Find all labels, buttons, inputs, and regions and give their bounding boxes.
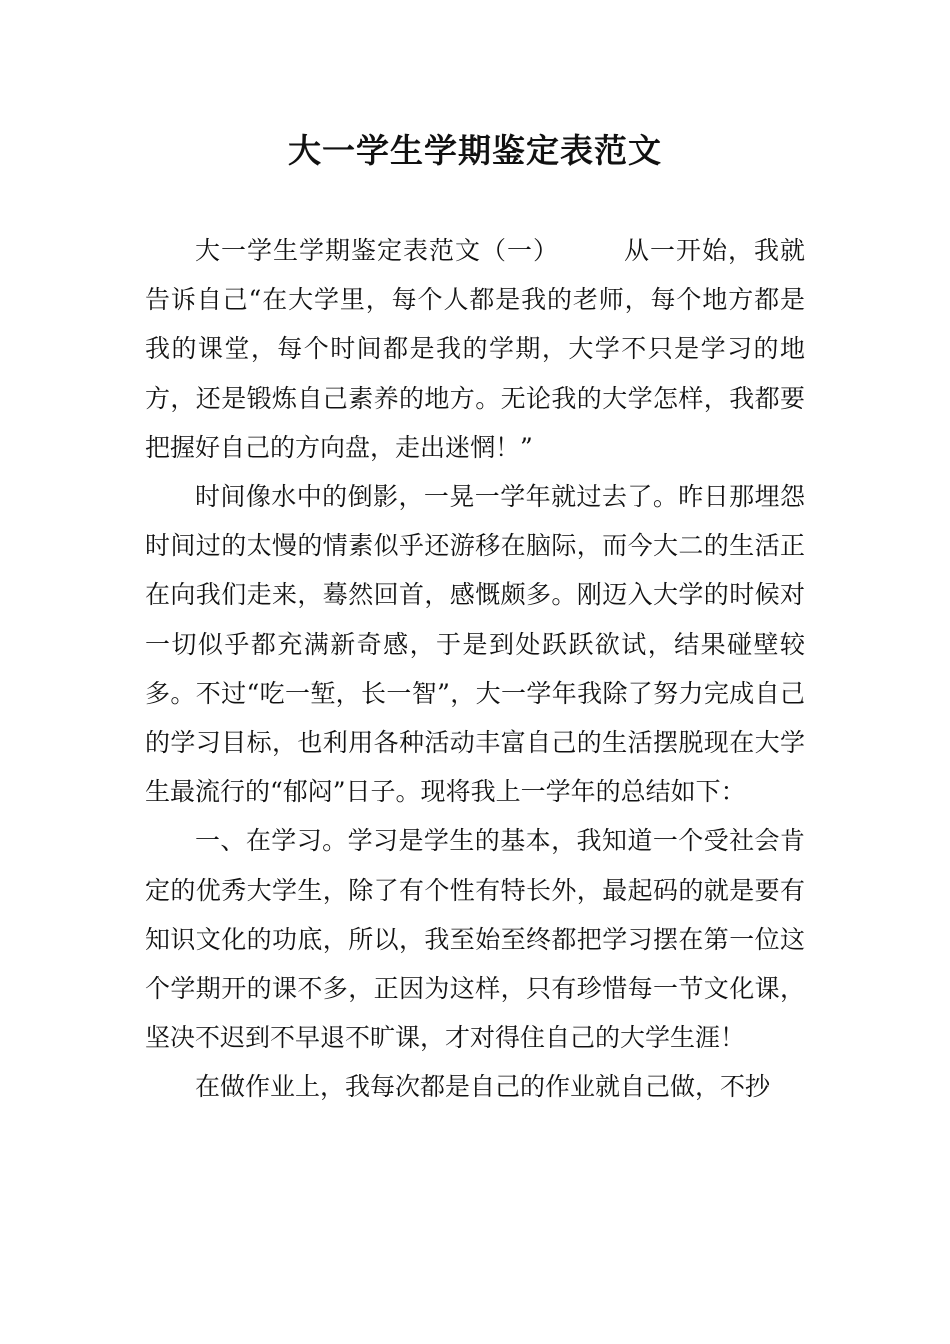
paragraph-3: 一、在学习。学习是学生的基本，我知道一个受社会肯定的优秀大学生，除了有个性有特长外，最起码的就是要有知识文化的功底，所以，我至始至终都把学习摆在第一位这个学期开的课不多，正因为这样，只有珍惜每一节文化课，坚决不迟到不早退不旷课，才对得住自己的大学生涯！ xyxy=(145,826,805,1053)
paragraph-4: 在做作业上，我每次都是自己的作业就自己做，不抄 xyxy=(195,1072,771,1102)
document-title: 大一学生学期鉴定表范文 xyxy=(288,131,662,170)
paragraph-1 xyxy=(145,226,805,472)
paragraph-1-text: 从一开始，我就告诉自己“在大学里，每个人都是我的老师，每个地方都是我的课堂，每个时间都是我的学期，大学不只是学习的地方，还是锻炼自己素养的地方。无论我的大学怎样，我都要把握好自己的方向盘，走出迷惘！” xyxy=(145,236,805,462)
paragraph-2: 时间像水中的倒影，一晃一学年就过去了。昨日那埋怨时间过的太慢的情素似乎还游移在脑际，而今大二的生活正在向我们走来，蓦然回首，感慨颇多。刚迈入大学的时候对一切似乎都充满新奇感，于是到处跃跃欲试，结果碰壁较多。不过“吃一堑，长一智”，大一学年我除了努力完成自己的学习目标，也利用各种活动丰富自己的生活摆脱现在大学生最流行的“郁闷”日子。现将我上一学年的总结如下： xyxy=(145,482,805,807)
document-body xyxy=(145,226,805,1112)
section-heading: 大一学生学期鉴定表范文（一） xyxy=(195,236,559,265)
